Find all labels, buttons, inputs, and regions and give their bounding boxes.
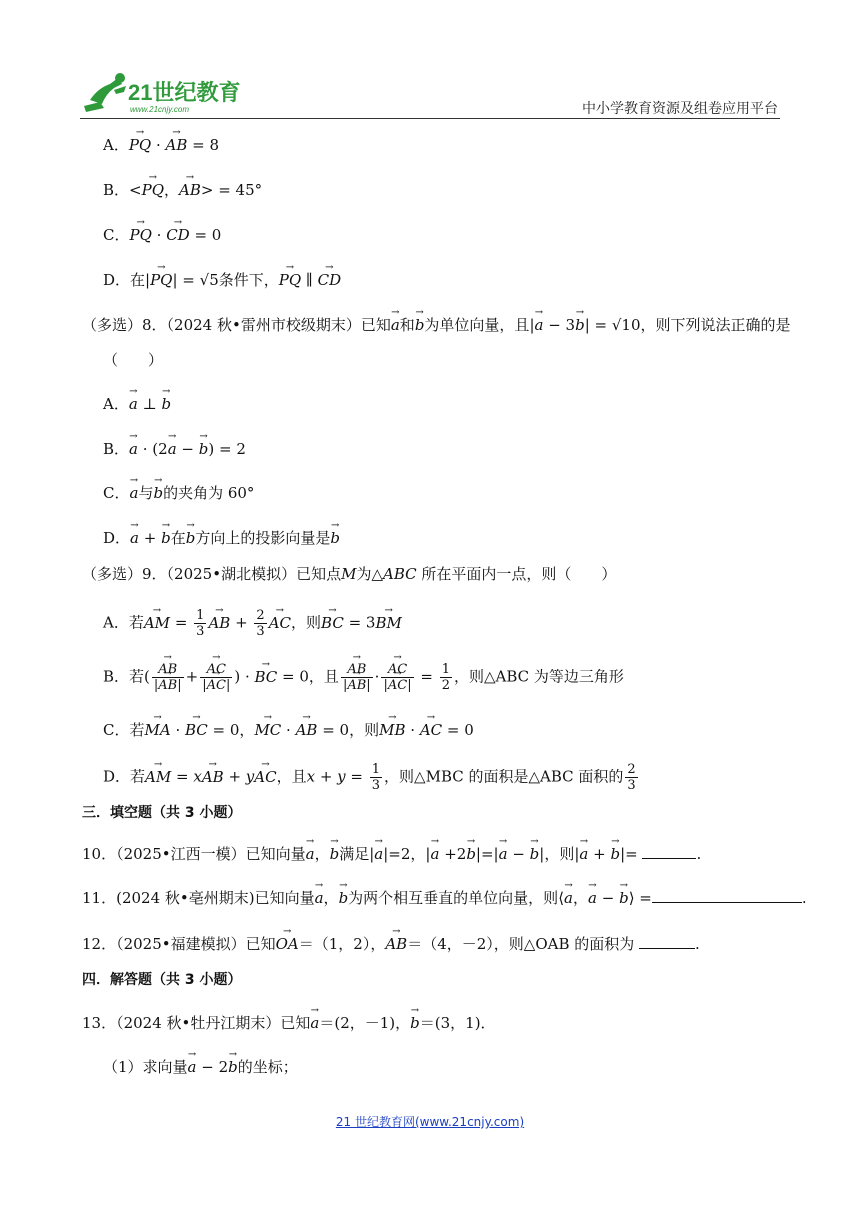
q8-paren: （ ）	[103, 351, 164, 369]
q8-option-a: A．→ a ⊥ → b	[103, 393, 171, 415]
q13-stem: 13．（2024 秋•牡丹江期末）已知→ a＝(2，－1)，→ b＝(3，1)．	[82, 1012, 496, 1034]
q9-option-b: B．若( → $\frac{AB}{|\to AB|}$ + → $\frac{AC}{|\to AC|}$ ) · → BC = 0，且 → $\frac{AB}{|\to AB|}$ · → $\frac{AC}{|\to AC|}$ = $\frac{1}{2}$ ，则△ABC 为等边三角形	[103, 662, 624, 693]
footer-link[interactable]: 21 世纪教育网(www.21cnjy.com)	[335, 1115, 525, 1129]
q9-stem: （多选）9．（2025•湖北模拟）已知点M为△ABC 所在平面内一点，则（ ）	[82, 565, 617, 583]
q7-option-a: A．→ PQ · → AB = 8	[103, 134, 219, 156]
q10-stem: 10．（2025•江西一模）已知向量→ a，→ b满足|→ a|=2，|→ a +2→ b|=|→ a − → b|，则|→ a + → b|= .	[82, 843, 701, 865]
q7-option-d: D．在|→ PQ| = √5条件下，→ PQ ∥ → CD	[103, 269, 341, 291]
q8-option-b: B．→ a · (2→ a − → b) = 2	[103, 438, 246, 460]
q7-option-c: C．→ PQ · → CD = 0	[103, 224, 221, 246]
q13-sub1: （1）求向量→ a − 2→ b的坐标；	[103, 1056, 298, 1078]
section-solve: 四．解答题（共 3 小题）	[82, 972, 242, 988]
q8-stem: （多选）8．（2024 秋•雷州市校级期末）已知→ a和→ b为单位向量，且|→ a − 3→ b| = √10，则下列说法正确的是	[82, 314, 791, 336]
q11-stem: 11．(2024 秋•亳州期末)已知向量→ a，→ b为两个相互垂直的单位向量，则⟨→ a，→ a − → b⟩ = .	[82, 887, 807, 909]
page-header	[80, 70, 780, 120]
q9-option-c: C．若→ MA · → BC = 0，→ MC · → AB = 0，则→ MB · → AC = 0	[103, 719, 474, 741]
q12-stem: 12．（2025•福建模拟）已知→ OA＝（1，2），→ AB＝（4，－2），则△OAB 的面积为 .	[82, 933, 700, 955]
section-fill-in: 三．填空题（共 3 小题）	[82, 805, 242, 821]
header-divider	[80, 118, 780, 119]
logo-21cnjy	[80, 70, 250, 116]
svg-text:www.21cnjy.com: www.21cnjy.com	[130, 105, 189, 114]
q9-option-a: A．若→ AM = $\frac{1}{3}$ → AB + $\frac{2}{3}$ → AC，则→ BC = 3→ BM	[103, 608, 402, 639]
q9-option-d: D．若→ AM = x→ AB + y→ AC，且x + y = $\frac{1}{3}$ ，则△MBC 的面积是△ABC 面积的 $\frac{2}{3}$	[103, 762, 640, 793]
q12-answer-blank[interactable]	[639, 934, 695, 949]
svg-text:21世纪教育: 21世纪教育	[128, 80, 241, 105]
q8-option-c: C．→ a与→ b的夹角为 60°	[103, 482, 254, 504]
q11-answer-blank[interactable]	[652, 888, 802, 903]
q7-option-b: B．<→ PQ，→ AB> = 45°	[103, 179, 262, 201]
q10-answer-blank[interactable]	[642, 844, 696, 859]
q8-option-d: D．→ a + → b在→ b方向上的投影向量是→ b	[103, 527, 340, 549]
header-platform-text: 中小学教育资源及组卷应用平台	[582, 101, 778, 117]
